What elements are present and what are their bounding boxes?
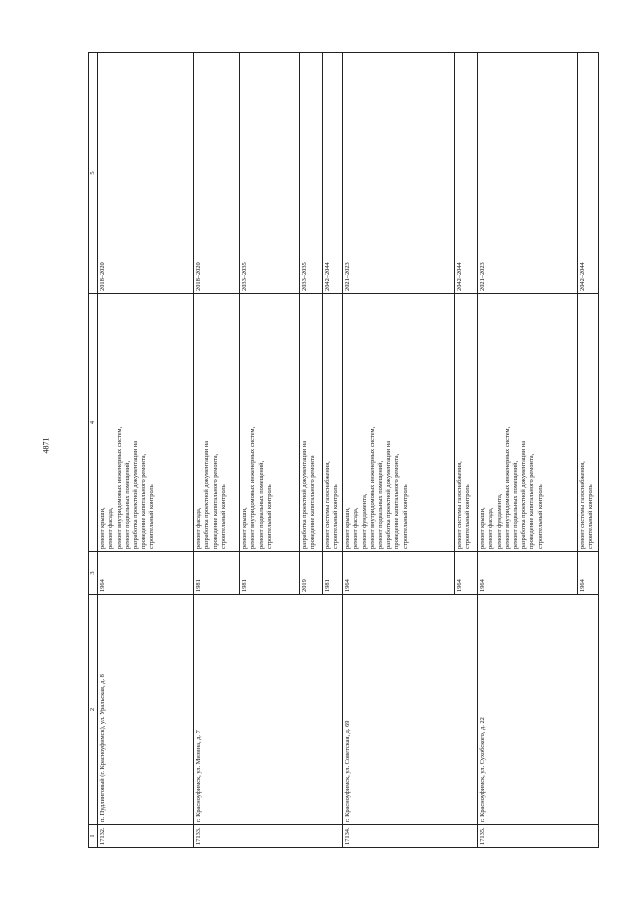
row-address: г. Красноуфимск, ул. Мизина, д. 7: [194, 595, 343, 825]
row-period: 2042–2044: [578, 53, 599, 294]
work-item: ремонт фасада,: [195, 507, 203, 549]
row-year: 1981: [240, 552, 300, 595]
work-item: строительный контроль: [536, 484, 544, 549]
work-item: ремонт крыши,: [241, 507, 249, 549]
header-col-2: 2: [89, 595, 98, 825]
row-number: 17135.: [478, 825, 599, 848]
work-item: ремонт крыши,: [99, 507, 107, 549]
work-item: строительный контроль: [219, 484, 227, 549]
row-year: 2019: [300, 552, 323, 595]
work-item: ремонт фундамента,: [360, 493, 368, 549]
row-works: [240, 294, 300, 552]
work-item: проведение капитального ремонта,: [393, 453, 401, 549]
row-works: [455, 294, 478, 552]
work-item: ремонт подвальных помещений,: [511, 460, 519, 549]
row-year: 1964: [578, 552, 599, 595]
work-item: ремонт внутридомовых инженерных систем,: [368, 426, 376, 549]
work-item: ремонт подвальных помещений,: [376, 460, 384, 549]
table-row: [343, 53, 455, 848]
header-col-5: 5: [89, 53, 98, 294]
work-item: проведение капитального ремонта,: [528, 453, 536, 549]
rotated-table-container: [88, 78, 595, 848]
work-item: ремонт подвальных помещений,: [257, 460, 265, 549]
row-year: 1964: [478, 552, 578, 595]
row-works: [343, 294, 455, 552]
work-item: разработка проектной документации на: [203, 440, 211, 549]
work-item: проведение капитального ремонта,: [140, 453, 148, 549]
work-item: ремонт крыши,: [479, 507, 487, 549]
row-number: 17133.: [194, 825, 343, 848]
table-header-row: [89, 53, 98, 848]
row-year: 1981: [323, 552, 343, 595]
row-works: [578, 294, 599, 552]
work-item: ремонт крыши,: [344, 507, 352, 549]
table-row: [98, 53, 194, 848]
work-item: разработка проектной документации на: [301, 440, 309, 549]
work-item: строительный контроль: [401, 484, 409, 549]
work-item: ремонт фундамента,: [495, 493, 503, 549]
header-col-3: 3: [89, 552, 98, 595]
row-works: [478, 294, 578, 552]
row-period: 2042–2044: [323, 53, 343, 294]
work-item: ремонт подвальных помещений,: [123, 460, 131, 549]
work-item: ремонт фасада,: [107, 507, 115, 549]
row-year: 1964: [98, 552, 194, 595]
page-number: 4871: [41, 437, 51, 454]
row-address: г. Красноуфимск, ул. Советская, д. 69: [343, 595, 478, 825]
header-col-4: 4: [89, 294, 98, 552]
work-item: ремонт системы газоснабжения,: [324, 461, 332, 549]
row-works: [300, 294, 323, 552]
work-item: ремонт фасада,: [352, 507, 360, 549]
work-item: ремонт фасада,: [487, 507, 495, 549]
work-item: разработка проектной документации на: [131, 440, 139, 549]
work-item: разработка проектной документации на: [520, 440, 528, 549]
row-period: 2042–2044: [455, 53, 478, 294]
row-year: 1964: [455, 552, 478, 595]
work-item: строительный контроль: [464, 484, 472, 549]
row-period: 2018–2020: [98, 53, 194, 294]
work-item: проведение капитального ремонта,: [211, 453, 219, 549]
row-works: [194, 294, 240, 552]
work-item: ремонт внутридомовых инженерных систем,: [115, 426, 123, 549]
row-period: 2018–2020: [194, 53, 240, 294]
row-works: [323, 294, 343, 552]
row-period: 2021–2023: [478, 53, 578, 294]
work-item: строительный контроль: [587, 484, 595, 549]
capital-repair-table: [88, 52, 599, 848]
row-works: [98, 294, 194, 552]
header-col-1: 1: [89, 825, 98, 848]
work-item: проведение капитального ремонта: [309, 455, 317, 549]
work-item: ремонт системы газоснабжения,: [456, 461, 464, 549]
work-item: ремонт системы газоснабжения,: [579, 461, 587, 549]
work-item: разработка проектной документации на: [385, 440, 393, 549]
row-year: 1981: [194, 552, 240, 595]
work-item: строительный контроль: [265, 484, 273, 549]
table-row: [478, 53, 578, 848]
table-row: [194, 53, 240, 848]
row-year: 1964: [343, 552, 455, 595]
row-number: 17132.: [98, 825, 194, 848]
work-item: ремонт внутридомовых инженерных систем,: [249, 426, 257, 549]
row-period: 2021–2023: [343, 53, 455, 294]
work-item: строительный контроль: [332, 484, 340, 549]
row-period: 2033–2035: [300, 53, 323, 294]
row-address: п. Пудлинговый (г. Красноуфимск), ул. Уральская, д. 8: [98, 595, 194, 825]
work-item: ремонт внутридомовых инженерных систем,: [503, 426, 511, 549]
work-item: строительный контроль: [148, 484, 156, 549]
row-address: г. Красноуфимск, ул. Сухобского, д. 22: [478, 595, 599, 825]
row-number: 17134.: [343, 825, 478, 848]
row-period: 2033–2035: [240, 53, 300, 294]
